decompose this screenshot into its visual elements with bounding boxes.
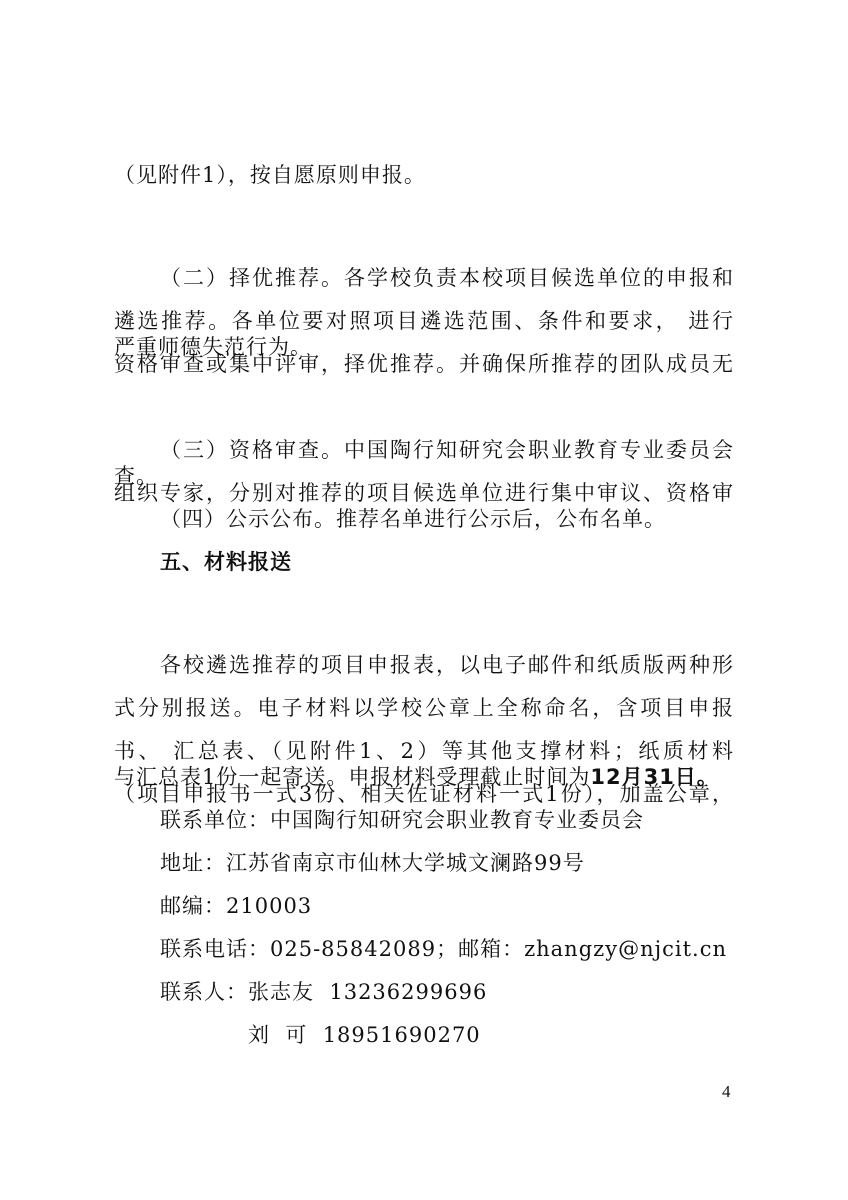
body-line-3: 遴选推荐。各单位要对照项目遴选范围、条件和要求， 进行 xyxy=(114,309,734,333)
body-line-8: 查。 xyxy=(114,464,158,488)
body-line-13: 书、 汇总表、（见附件1、2）等其他支撑材料；纸质材料 xyxy=(114,739,734,763)
deadline-text: 与汇总表1份一起寄送。申报材料受理截止时间为 xyxy=(114,765,591,789)
contact-person-2: 刘 可 18951690270 xyxy=(248,1023,481,1047)
body-line-15 xyxy=(114,762,719,792)
body-line-14-wrap xyxy=(114,719,734,869)
body-line-4: 资格审查或集中评审，择优推荐。并确保所推荐的团队成员无 xyxy=(114,352,734,376)
body-line-2: （二）择优推荐。各学校负责本校项目候选单位的申报和 xyxy=(160,266,734,290)
deadline-date: 12月31日。 xyxy=(590,765,719,789)
body-line-9: （四）公示公布。推荐名单进行公示后，公布名单。 xyxy=(160,507,666,531)
body-line-11: 各校遴选推荐的项目申报表，以电子邮件和纸质版两种形 xyxy=(160,653,734,677)
contact-phone-email: 联系电话：025-85842089；邮箱：zhangzy@njcit.cn xyxy=(160,937,727,961)
body-line-12: 式分别报送。电子材料以学校公章上全称命名，含项目申报 xyxy=(114,696,734,720)
body-line-14: （项目申报书一式3份、相关佐证材料一式1份），加盖公章， xyxy=(114,782,734,806)
contact-address: 地址：江苏省南京市仙林大学城文澜路99号 xyxy=(160,851,585,875)
contact-person-1: 联系人：张志友 13236299696 xyxy=(160,980,488,1004)
body-line-1: （见附件1），按自愿原则申报。 xyxy=(114,163,426,187)
page-number: 4 xyxy=(722,1082,731,1101)
contact-postcode: 邮编：210003 xyxy=(160,894,313,918)
body-line-7: 组织专家，分别对推荐的项目候选单位进行集中审议、资格审 xyxy=(114,481,734,505)
contact-unit: 联系单位：中国陶行知研究会职业教育专业委员会 xyxy=(160,808,644,832)
body-line-7-wrap xyxy=(114,418,734,568)
body-line-6: （三）资格审查。中国陶行知研究会职业教育专业委员会 xyxy=(160,438,734,462)
section-heading: 五、材料报送 xyxy=(160,550,292,574)
body-line-5: 严重师德失范行为。 xyxy=(114,335,312,359)
